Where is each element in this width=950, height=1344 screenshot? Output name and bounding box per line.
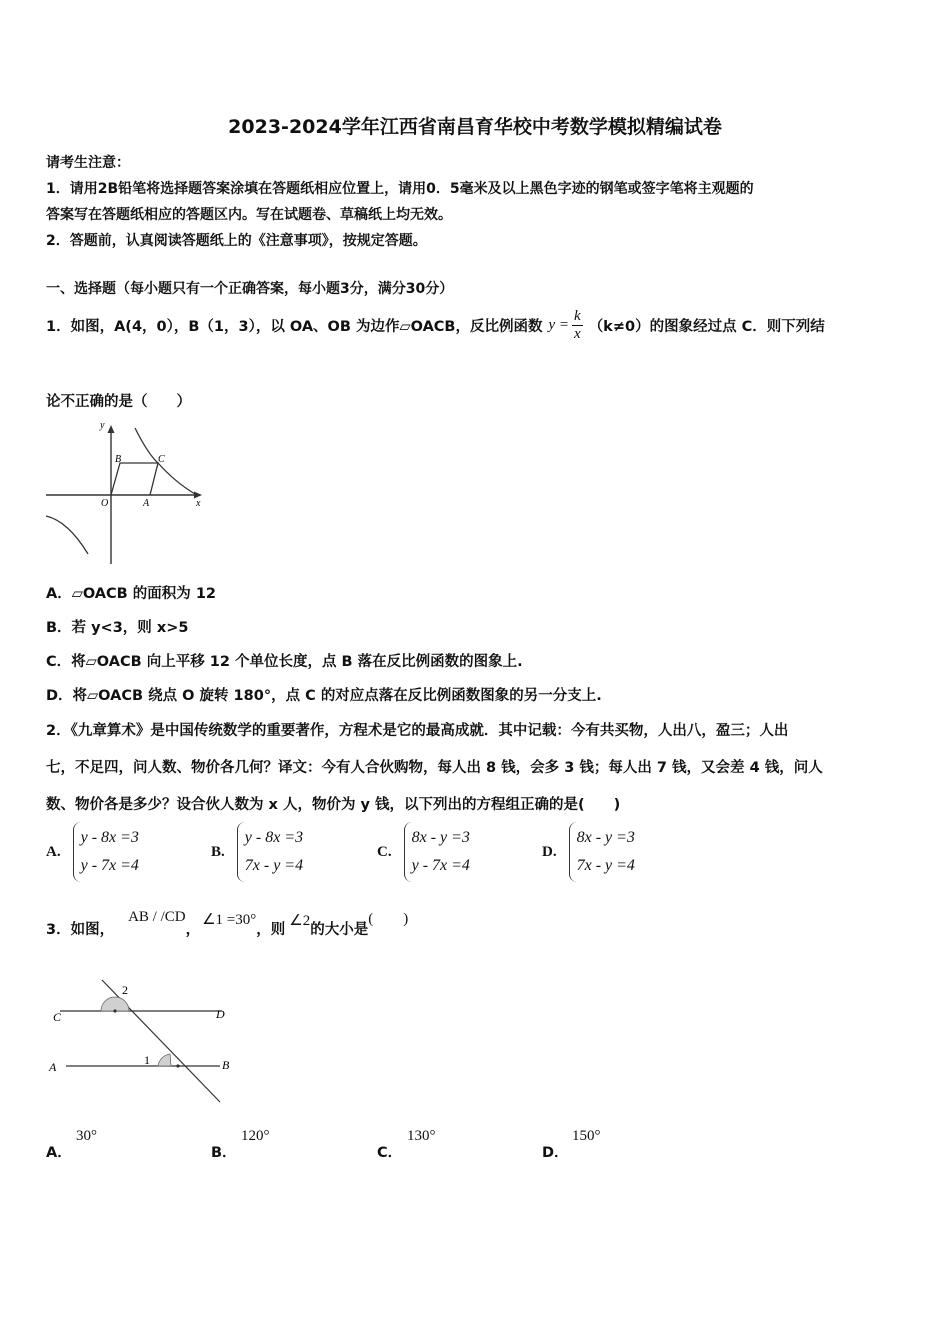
q1-label-y: y — [100, 420, 105, 431]
q3-suffix: 的大小是 — [310, 921, 369, 938]
q3-point-top — [113, 1009, 116, 1012]
notice-line-2: 答案写在答题纸相应的答题区内。写在试题卷、草稿纸上均无效。 — [46, 207, 452, 223]
q1-option-d[interactable]: D．将▱OACB 绕点 O 旋转 180°，点 C 的对应点落在反比例函数图象的另一分支上. — [46, 688, 602, 704]
q2-option-a[interactable] — [46, 822, 139, 882]
section-heading: 一、选择题（每小题只有一个正确答案，每小题3分，满分30分） — [46, 281, 454, 297]
q1-option-a[interactable]: A．▱OACB 的面积为 12 — [46, 586, 216, 602]
q3-option-c-label: C． — [377, 1145, 403, 1161]
q1-label-o: O — [101, 498, 109, 509]
q2-option-d-eq1: 8x - y =3 — [576, 829, 635, 846]
q2-option-c-eq2: y - 7x =4 — [411, 857, 470, 874]
q3-label-2: 2 — [122, 983, 128, 997]
q2-line-3: 数、物价各是多少？设合伙人数为 x 人，物价为 y 钱，以下列出的方程组正确的是( ) — [46, 797, 621, 813]
q3-condition-parallel: AB / /CD — [128, 908, 186, 925]
q3-paren: ( ) — [368, 910, 409, 927]
q3-comma: ， — [185, 921, 201, 938]
q2-option-b[interactable] — [211, 822, 303, 882]
q3-prefix: 3．如图， — [46, 921, 115, 938]
q3-option-d-value: 150° — [572, 1128, 601, 1144]
q1-option-c[interactable]: C．将▱OACB 向上平移 12 个单位长度，点 B 落在反比例函数的图象上. — [46, 654, 523, 670]
q2-option-a-eq1: y - 8x =3 — [80, 829, 139, 846]
q1-label-c: C — [158, 454, 165, 465]
q2-option-b-eq1: y - 8x =3 — [244, 829, 304, 846]
q2-option-d-eq2: 7x - y =4 — [576, 857, 635, 874]
q3-point-bottom — [176, 1064, 179, 1067]
q1-func-denominator: x — [574, 325, 581, 342]
q1-stem-continued: 论不正确的是（ ） — [46, 394, 191, 410]
q3-option-b-value: 120° — [241, 1128, 270, 1144]
q3-option-c-value: 130° — [407, 1128, 436, 1144]
q1-label-x: x — [196, 498, 201, 509]
q3-label-d: D — [216, 1007, 225, 1021]
q1-hyperbola-branch-2 — [46, 516, 88, 554]
q1-stem-part-b: （k≠0）的图象经过点 C．则下列结 — [588, 318, 825, 335]
q1-func-numerator: k — [574, 307, 581, 324]
q3-option-d-label: D． — [542, 1145, 569, 1161]
q3-condition-angle1: ∠1 =30° — [202, 911, 257, 928]
q2-line-2: 七，不足四，问人数、物价各几何？译文：今有人合伙购物，每人出 8 钱，会多 3 钱；每人出 7 钱，又会差 4 钱，问人 — [46, 760, 823, 776]
q2-option-c-eq1: 8x - y =3 — [411, 829, 470, 846]
q1-label-a: A — [143, 498, 150, 509]
q3-angle2: ∠2 — [289, 912, 311, 929]
q1-label-b: B — [115, 454, 122, 465]
q2-line-1: 2．《九章算术》是中国传统数学的重要著作，方程术是它的最高成就．其中记载：今有共买物，人出八，盈三；人出 — [46, 723, 789, 739]
q3-then: ，则 — [256, 921, 286, 938]
q2-option-a-eq2: y - 7x =4 — [80, 857, 139, 874]
q3-stem — [46, 908, 408, 948]
q1-parallelogram — [111, 463, 158, 495]
q2-option-a-label: A. — [46, 843, 61, 860]
q2-option-c-system — [404, 822, 470, 882]
page-title: 2023-2024学年江西省南昌育华校中考数学模拟精编试卷 — [228, 116, 722, 138]
q3-label-a: A — [49, 1060, 57, 1074]
q3-angle-1-arc — [158, 1054, 171, 1066]
q1-y-arrow-icon — [108, 425, 115, 433]
q2-option-b-eq2: 7x - y =4 — [244, 857, 304, 874]
q2-option-c-label: C. — [377, 843, 392, 860]
q3-angle-2-arc — [101, 997, 129, 1011]
notice-line-3: 2．答题前，认真阅读答题纸上的《注意事项》，按规定答题。 — [46, 233, 427, 249]
q2-option-d-system — [569, 822, 635, 882]
q2-option-a-system — [73, 822, 139, 882]
q2-option-c[interactable] — [377, 822, 470, 882]
q2-option-d[interactable] — [542, 822, 635, 882]
q1-hyperbola-branch-1 — [135, 428, 195, 494]
q1-func-y: y = — [548, 316, 570, 333]
q1-func-fraction — [572, 308, 583, 343]
q1-stem — [46, 304, 825, 346]
q3-option-a-label: A． — [46, 1145, 72, 1161]
notice-line-1: 1．请用2B铅笔将选择题答案涂填在答题纸相应位置上，请用0．5毫米及以上黑色字迹的钢笔或签字笔将主观题的 — [46, 181, 754, 197]
q1-option-b[interactable]: B．若 y<3，则 x>5 — [46, 620, 189, 636]
q3-option-a-value: 30° — [76, 1128, 97, 1144]
q1-graph — [40, 416, 210, 568]
q1-stem-part-a: 1．如图，A(4，0），B（1，3），以 OA、OB 为边作▱OACB，反比例函数 — [46, 318, 543, 335]
q2-option-b-label: B. — [211, 843, 225, 860]
q3-label-c: C — [53, 1010, 62, 1024]
q2-option-b-system — [237, 822, 303, 882]
q3-label-b: B — [222, 1058, 230, 1072]
q3-option-b-label: B． — [211, 1145, 237, 1161]
q2-option-d-label: D. — [542, 843, 557, 860]
notice-heading: 请考生注意： — [46, 155, 130, 171]
q3-figure — [40, 974, 240, 1109]
q3-label-1: 1 — [144, 1053, 150, 1067]
